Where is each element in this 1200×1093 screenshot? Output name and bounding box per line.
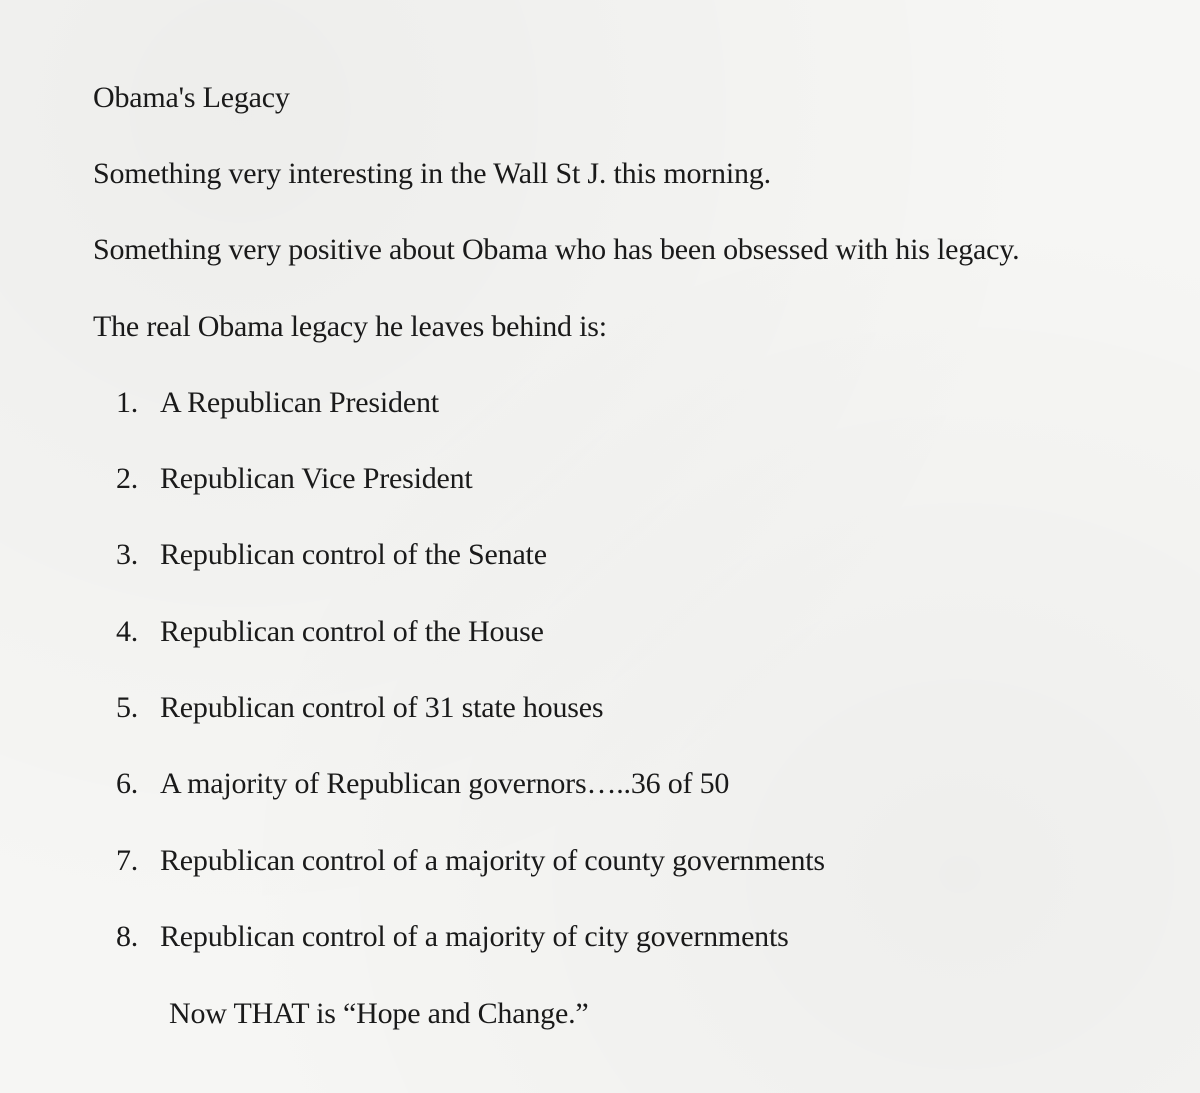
list-item-number: 6. — [116, 767, 139, 800]
list-item-text: Republican control of 31 state houses — [160, 691, 604, 724]
list-item — [116, 843, 825, 879]
list-item — [116, 461, 473, 497]
list-item — [116, 537, 547, 573]
paragraph-3: The real Obama legacy he leaves behind is: — [93, 310, 607, 343]
list-item-number: 1. — [116, 386, 139, 419]
list-item-number: 2. — [116, 462, 139, 495]
list-item — [116, 766, 729, 802]
list-item-number: 3. — [116, 538, 139, 571]
list-item — [116, 690, 603, 726]
list-item-number: 4. — [116, 615, 139, 648]
list-item-text: Republican control of the House — [160, 615, 544, 648]
list-item — [116, 919, 789, 955]
list-item — [116, 385, 439, 421]
list-item-number: 5. — [116, 691, 139, 724]
list-item-text: Republican control of the Senate — [160, 538, 547, 571]
list-item-number: 7. — [116, 844, 139, 877]
list-item-text: Republican control of a majority of city governments — [160, 920, 789, 953]
list-item-text: Republican Vice President — [160, 462, 473, 495]
paragraph-2: Something very positive about Obama who has been obsessed with his legacy. — [93, 233, 1020, 266]
paragraph-1: Something very interesting in the Wall St J. this morning. — [93, 157, 771, 190]
list-item-number: 8. — [116, 920, 139, 953]
list-item-text: Republican control of a majority of county governments — [160, 844, 825, 877]
list-item — [116, 614, 544, 650]
document-title: Obama's Legacy — [93, 81, 290, 114]
list-item-text: A Republican President — [160, 386, 439, 419]
closing-line: Now THAT is “Hope and Change.” — [169, 997, 589, 1030]
list-item-text: A majority of Republican governors…..36 of 50 — [160, 767, 730, 800]
